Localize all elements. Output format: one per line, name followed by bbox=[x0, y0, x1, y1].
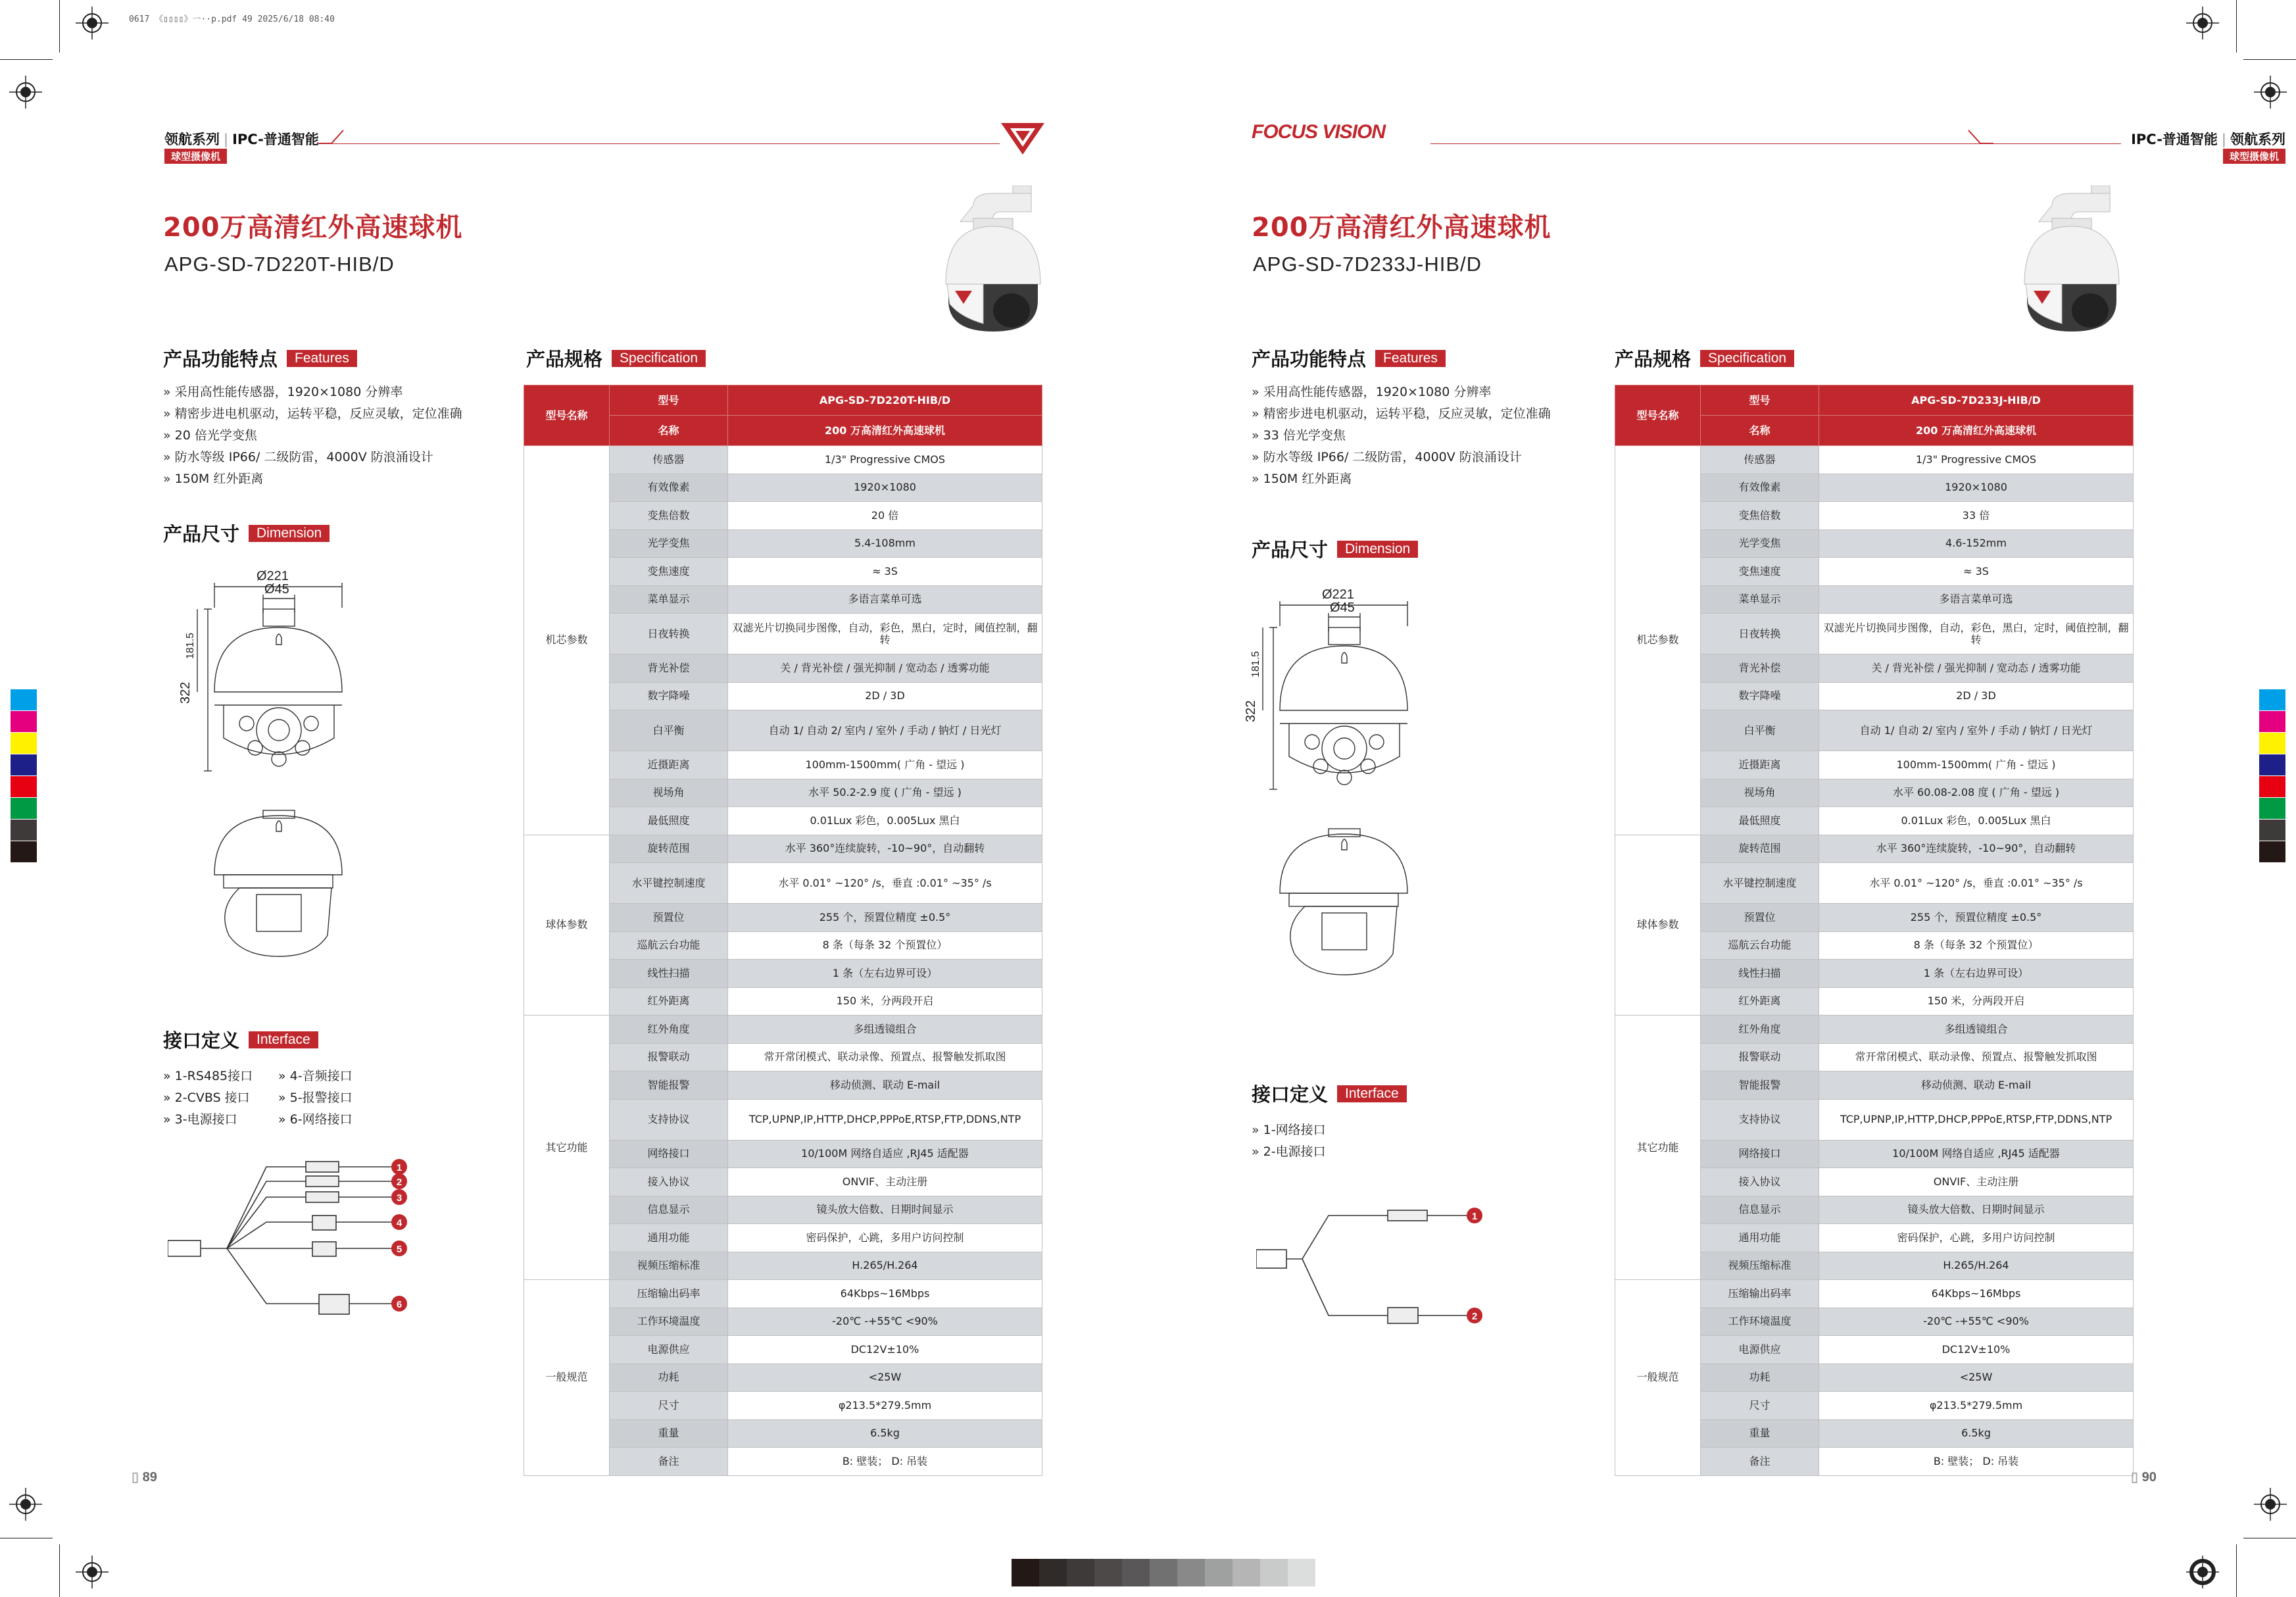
dimension-drawing bbox=[1243, 585, 1421, 1013]
feature-item: » 防水等级 IP66/ 二级防雷，4000V 防浪涌设计 bbox=[1252, 447, 1551, 468]
spec-label: 旋转范围 bbox=[1701, 835, 1819, 863]
product-model: APG-SD-7D233J-HIB/D bbox=[1253, 253, 1482, 276]
spec-label: 菜单显示 bbox=[1701, 585, 1819, 614]
spec-value: 常开常闭模式、联动录像、预置点、报警触发抓取图 bbox=[728, 1043, 1042, 1071]
spec-header-value: APG-SD-7D233J-HIB/D bbox=[1819, 385, 2134, 416]
spec-label: 旋转范围 bbox=[610, 835, 728, 863]
spec-value: -20℃ -+55℃ <90% bbox=[728, 1308, 1042, 1336]
spec-value: 64Kbps~16Mbps bbox=[1819, 1280, 2134, 1308]
spec-value: 1920×1080 bbox=[728, 474, 1042, 502]
spec-label: 水平键控制速度 bbox=[1701, 863, 1819, 904]
series-tag: 球型摄像机 bbox=[2223, 149, 2285, 164]
spec-group-name: 一般规范 bbox=[1615, 1280, 1701, 1476]
interface-heading bbox=[163, 1026, 318, 1053]
spec-value: H.265/H.264 bbox=[728, 1252, 1042, 1280]
spec-label: 有效像素 bbox=[1701, 474, 1819, 502]
spec-value: DC12V±10% bbox=[1819, 1336, 2134, 1364]
spec-header-group: 型号名称 bbox=[1615, 385, 1701, 446]
spec-header-value: APG-SD-7D220T-HIB/D bbox=[728, 385, 1042, 416]
dim-diameter: Ø221 bbox=[1322, 587, 1354, 602]
cable-diagram bbox=[1256, 1197, 1519, 1335]
spec-label: 白平衡 bbox=[1701, 710, 1819, 751]
series-header: 领航系列 | IPC-普通智能 球型摄像机 bbox=[164, 132, 319, 162]
spec-label: 红外距离 bbox=[610, 987, 728, 1016]
spec-label: 视频压缩标准 bbox=[610, 1252, 728, 1280]
interface-list bbox=[1252, 1119, 1326, 1163]
spec-title: 产品规格 bbox=[526, 348, 603, 370]
spec-value: 20 倍 bbox=[728, 502, 1042, 530]
feature-item: » 采用高性能传感器，1920×1080 分辨率 bbox=[1252, 381, 1551, 403]
product-model: APG-SD-7D220T-HIB/D bbox=[164, 253, 395, 276]
spec-value: 6.5kg bbox=[728, 1419, 1042, 1448]
spec-label: 信息显示 bbox=[1701, 1196, 1819, 1224]
spec-label: 报警联动 bbox=[1701, 1043, 1819, 1071]
spec-value: 水平 60.08-2.08 度 ( 广角 - 望远 ) bbox=[1819, 779, 2134, 807]
header-rule bbox=[329, 143, 1000, 144]
dim-height-top: 181.5 bbox=[185, 632, 196, 659]
spec-label: 传感器 bbox=[610, 446, 728, 474]
spec-label: 日夜转换 bbox=[1701, 614, 1819, 654]
dim-diameter: Ø221 bbox=[256, 569, 289, 583]
dimension-tag: Dimension bbox=[249, 525, 330, 542]
interface-tag: Interface bbox=[1337, 1085, 1407, 1102]
spec-value: H.265/H.264 bbox=[1819, 1252, 2134, 1280]
series-name: 领航系列 bbox=[164, 132, 220, 147]
spec-label: 视场角 bbox=[1701, 779, 1819, 807]
spec-label: 近摄距离 bbox=[1701, 751, 1819, 779]
series-tag: 球型摄像机 bbox=[164, 149, 227, 164]
spec-value: 4.6-152mm bbox=[1819, 529, 2134, 558]
spec-value: 镜头放大倍数、日期时间显示 bbox=[728, 1196, 1042, 1224]
spec-group-name: 球体参数 bbox=[524, 835, 610, 1016]
spec-row bbox=[524, 1016, 1042, 1044]
camera-photo bbox=[934, 185, 1059, 337]
spec-label: 压缩输出码率 bbox=[610, 1280, 728, 1308]
spec-label: 电源供应 bbox=[610, 1336, 728, 1364]
dimension-title: 产品尺寸 bbox=[1252, 539, 1329, 561]
spec-label: 支持协议 bbox=[1701, 1099, 1819, 1140]
spec-value: B: 壁装； D: 吊装 bbox=[1819, 1448, 2134, 1476]
spec-value: 水平 50.2-2.9 度 ( 广角 - 望远 ) bbox=[728, 779, 1042, 807]
brand-wordmark: FOCUS VISION bbox=[1252, 121, 1386, 143]
spec-label: 尺寸 bbox=[610, 1392, 728, 1420]
spec-value: 64Kbps~16Mbps bbox=[728, 1280, 1042, 1308]
spec-label: 重量 bbox=[610, 1419, 728, 1448]
connector-number: 6 bbox=[396, 1299, 403, 1310]
spec-value: 自动 1/ 自动 2/ 室内 / 室外 / 手动 / 钠灯 / 日光灯 bbox=[1819, 710, 2134, 751]
spec-label: 变焦倍数 bbox=[610, 502, 728, 530]
spec-header-group: 型号名称 bbox=[524, 385, 610, 446]
spec-label: 近摄距离 bbox=[610, 751, 728, 779]
spec-row bbox=[1615, 1280, 2134, 1308]
spec-header-row bbox=[1615, 385, 2134, 416]
spec-label: 线性扫描 bbox=[610, 960, 728, 988]
spec-value: 多组透镜组合 bbox=[1819, 1016, 2134, 1044]
spec-value: 移动侦测、联动 E-mail bbox=[1819, 1071, 2134, 1100]
dimension-heading bbox=[1252, 535, 1418, 562]
dim-height: 322 bbox=[178, 681, 193, 704]
feature-item: » 防水等级 IP66/ 二级防雷，4000V 防浪涌设计 bbox=[163, 447, 462, 468]
spec-value: 1 条（左右边界可设） bbox=[1819, 960, 2134, 988]
spec-label: 光学变焦 bbox=[1701, 529, 1819, 558]
feature-item: » 150M 红外距离 bbox=[163, 468, 462, 490]
spec-value: <25W bbox=[728, 1364, 1042, 1392]
spec-label: 接入协议 bbox=[1701, 1168, 1819, 1196]
page-number: ▯ 89 bbox=[132, 1470, 157, 1485]
spec-label: 电源供应 bbox=[1701, 1336, 1819, 1364]
spec-value: 密码保护，心跳，多用户访问控制 bbox=[728, 1224, 1042, 1252]
spec-label: 工作环境温度 bbox=[1701, 1308, 1819, 1336]
spec-label: 红外角度 bbox=[610, 1016, 728, 1044]
spec-label: 数字降噪 bbox=[1701, 682, 1819, 710]
spec-label: 备注 bbox=[610, 1448, 728, 1476]
spec-group-name: 其它功能 bbox=[1615, 1016, 1701, 1280]
spec-header-label: 型号 bbox=[610, 385, 728, 416]
spec-value: 8 条（每条 32 个预置位） bbox=[728, 931, 1042, 960]
interface-item: » 4-音频接口 bbox=[278, 1066, 393, 1087]
spec-label: 通用功能 bbox=[1701, 1224, 1819, 1252]
spec-value: -20℃ -+55℃ <90% bbox=[1819, 1308, 2134, 1336]
features-tag: Features bbox=[1375, 350, 1446, 367]
feature-list bbox=[163, 381, 462, 490]
spec-group-name: 其它功能 bbox=[524, 1016, 610, 1280]
spec-value: 8 条（每条 32 个预置位） bbox=[1819, 931, 2134, 960]
spec-label: 最低照度 bbox=[610, 807, 728, 835]
spec-label: 功耗 bbox=[1701, 1364, 1819, 1392]
series-sub: IPC-普通智能 bbox=[232, 132, 319, 147]
spec-header-row bbox=[524, 385, 1042, 416]
series-name: 领航系列 bbox=[2230, 132, 2285, 147]
connector-number: 1 bbox=[396, 1162, 403, 1173]
features-heading bbox=[163, 345, 357, 372]
cable-diagram bbox=[168, 1151, 418, 1329]
spec-value: ≈ 3S bbox=[728, 558, 1042, 586]
spec-value: 多组透镜组合 bbox=[728, 1016, 1042, 1044]
interface-title: 接口定义 bbox=[1252, 1083, 1329, 1106]
spec-value: ONVIF、主动注册 bbox=[728, 1168, 1042, 1196]
feature-item: » 150M 红外距离 bbox=[1252, 468, 1551, 490]
feature-item: » 精密步进电机驱动，运转平稳，反应灵敏，定位准确 bbox=[163, 403, 462, 425]
features-title: 产品功能特点 bbox=[163, 348, 278, 370]
spec-label: 支持协议 bbox=[610, 1099, 728, 1140]
connector-number: 2 bbox=[396, 1177, 403, 1188]
spec-value: φ213.5*279.5mm bbox=[1819, 1392, 2134, 1420]
spec-value: φ213.5*279.5mm bbox=[728, 1392, 1042, 1420]
spec-label: 报警联动 bbox=[610, 1043, 728, 1071]
feature-item: » 33 倍光学变焦 bbox=[1252, 425, 1551, 447]
connector-number: 4 bbox=[396, 1217, 403, 1229]
feature-item: » 采用高性能传感器，1920×1080 分辨率 bbox=[163, 381, 462, 403]
dimension-heading bbox=[163, 520, 330, 547]
spec-label: 红外角度 bbox=[1701, 1016, 1819, 1044]
interface-item: » 3-电源接口 bbox=[163, 1109, 278, 1131]
spec-value: 100mm-1500mm( 广角 - 望远 ) bbox=[1819, 751, 2134, 779]
spec-value: 10/100M 网络自适应 ,RJ45 适配器 bbox=[1819, 1140, 2134, 1168]
spec-value: TCP,UPNP,IP,HTTP,DHCP,PPPoE,RTSP,FTP,DDNS,NTP bbox=[728, 1099, 1042, 1140]
interface-tag: Interface bbox=[249, 1031, 318, 1048]
spec-value: 水平 0.01° ~120° /s，垂直 :0.01° ~35° /s bbox=[1819, 863, 2134, 904]
spec-label: 尺寸 bbox=[1701, 1392, 1819, 1420]
spec-label: 通用功能 bbox=[610, 1224, 728, 1252]
spec-label: 数字降噪 bbox=[610, 682, 728, 710]
page-number: ▯ 90 bbox=[2131, 1470, 2157, 1485]
spec-label: 红外距离 bbox=[1701, 987, 1819, 1016]
spec-value: 5.4-108mm bbox=[728, 529, 1042, 558]
camera-photo bbox=[2013, 185, 2137, 337]
spec-header-label: 名称 bbox=[610, 416, 728, 446]
spec-value: ≈ 3S bbox=[1819, 558, 2134, 586]
connector-number: 1 bbox=[1471, 1211, 1478, 1222]
spec-label: 变焦速度 bbox=[1701, 558, 1819, 586]
spec-label: 智能报警 bbox=[1701, 1071, 1819, 1100]
spec-value: 6.5kg bbox=[1819, 1419, 2134, 1448]
spec-label: 背光补偿 bbox=[610, 654, 728, 683]
spec-label: 工作环境温度 bbox=[610, 1308, 728, 1336]
spec-value: 1/3" Progressive CMOS bbox=[1819, 446, 2134, 474]
spec-value: 150 米，分两段开启 bbox=[1819, 987, 2134, 1016]
print-slug: 0617 《▯▯▯▯》一··p.pdf 49 2025/6/18 08:40 bbox=[129, 14, 335, 24]
spec-label: 光学变焦 bbox=[610, 529, 728, 558]
spec-row bbox=[1615, 446, 2134, 474]
interface-list bbox=[163, 1066, 393, 1131]
feature-item: » 精密步进电机驱动，运转平稳，反应灵敏，定位准确 bbox=[1252, 403, 1551, 425]
spec-label: 水平键控制速度 bbox=[610, 863, 728, 904]
spec-value: 1 条（左右边界可设） bbox=[728, 960, 1042, 988]
dimension-drawing bbox=[178, 567, 355, 995]
spec-group-name: 机芯参数 bbox=[524, 446, 610, 835]
dim-diameter-top: Ø45 bbox=[1330, 601, 1355, 615]
page-right bbox=[1148, 0, 2296, 1597]
spec-table bbox=[1615, 385, 2134, 1476]
spec-value: 移动侦测、联动 E-mail bbox=[728, 1071, 1042, 1100]
spec-value: 33 倍 bbox=[1819, 502, 2134, 530]
spec-group-name: 机芯参数 bbox=[1615, 446, 1701, 835]
spec-label: 白平衡 bbox=[610, 710, 728, 751]
spec-label: 有效像素 bbox=[610, 474, 728, 502]
spec-header-value: 200 万高清红外高速球机 bbox=[1819, 416, 2134, 446]
interface-item: » 1-RS485接口 bbox=[163, 1066, 278, 1087]
spec-value: 关 / 背光补偿 / 强光抑制 / 宽动态 / 透雾功能 bbox=[1819, 654, 2134, 683]
spec-label: 重量 bbox=[1701, 1419, 1819, 1448]
dimension-title: 产品尺寸 bbox=[163, 523, 240, 545]
spec-value: DC12V±10% bbox=[728, 1336, 1042, 1364]
spec-tag: Specification bbox=[1700, 350, 1794, 367]
spec-label: 背光补偿 bbox=[1701, 654, 1819, 683]
interface-item: » 6-网络接口 bbox=[278, 1109, 393, 1131]
spec-label: 压缩输出码率 bbox=[1701, 1280, 1819, 1308]
spec-label: 视场角 bbox=[610, 779, 728, 807]
spec-row bbox=[1615, 835, 2134, 863]
spec-label: 备注 bbox=[1701, 1448, 1819, 1476]
spec-value: 多语言菜单可选 bbox=[1819, 585, 2134, 614]
features-tag: Features bbox=[287, 350, 357, 367]
spec-value: 水平 0.01° ~120° /s，垂直 :0.01° ~35° /s bbox=[728, 863, 1042, 904]
spec-value: 255 个，预置位精度 ±0.5° bbox=[1819, 904, 2134, 932]
dim-diameter-top: Ø45 bbox=[264, 582, 289, 597]
spec-value: 150 米，分两段开启 bbox=[728, 987, 1042, 1016]
spec-value: 1/3" Progressive CMOS bbox=[728, 446, 1042, 474]
spec-value: 10/100M 网络自适应 ,RJ45 适配器 bbox=[728, 1140, 1042, 1168]
spec-label: 网络接口 bbox=[1701, 1140, 1819, 1168]
product-title: 200万高清红外高速球机 bbox=[163, 212, 463, 243]
spec-value: TCP,UPNP,IP,HTTP,DHCP,PPPoE,RTSP,FTP,DDNS,NTP bbox=[1819, 1099, 2134, 1140]
product-title: 200万高清红外高速球机 bbox=[1252, 212, 1551, 243]
spec-group-name: 一般规范 bbox=[524, 1280, 610, 1476]
spec-label: 视频压缩标准 bbox=[1701, 1252, 1819, 1280]
spec-row bbox=[524, 835, 1042, 863]
spec-value: B: 壁装； D: 吊装 bbox=[728, 1448, 1042, 1476]
spec-value: 2D / 3D bbox=[728, 682, 1042, 710]
connector-number: 5 bbox=[396, 1244, 403, 1255]
interface-item: » 5-报警接口 bbox=[278, 1087, 393, 1109]
spec-header-label: 名称 bbox=[1701, 416, 1819, 446]
spec-row bbox=[524, 1280, 1042, 1308]
interface-heading bbox=[1252, 1080, 1407, 1107]
series-header: IPC-普通智能 | 领航系列 球型摄像机 bbox=[2131, 132, 2285, 162]
spec-heading bbox=[1615, 345, 1794, 372]
spec-value: 2D / 3D bbox=[1819, 682, 2134, 710]
dim-height: 322 bbox=[1244, 700, 1258, 722]
spec-label: 功耗 bbox=[610, 1364, 728, 1392]
spec-row bbox=[1615, 1016, 2134, 1044]
spec-value: 常开常闭模式、联动录像、预置点、报警触发抓取图 bbox=[1819, 1043, 2134, 1071]
spec-value: 关 / 背光补偿 / 强光抑制 / 宽动态 / 透雾功能 bbox=[728, 654, 1042, 683]
interface-item: » 1-网络接口 bbox=[1252, 1119, 1326, 1141]
spec-label: 最低照度 bbox=[1701, 807, 1819, 835]
spec-group-name: 球体参数 bbox=[1615, 835, 1701, 1016]
dimension-tag: Dimension bbox=[1337, 541, 1418, 558]
spec-label: 线性扫描 bbox=[1701, 960, 1819, 988]
spec-value: 水平 360°连续旋转，-10~90°，自动翻转 bbox=[1819, 835, 2134, 863]
connector-number: 3 bbox=[396, 1192, 403, 1204]
spec-tag: Specification bbox=[612, 350, 706, 367]
spec-value: 双滤光片切换同步图像，自动，彩色，黑白，定时，阈值控制，翻转 bbox=[728, 614, 1042, 654]
spec-value: 100mm-1500mm( 广角 - 望远 ) bbox=[728, 751, 1042, 779]
spec-value: ONVIF、主动注册 bbox=[1819, 1168, 2134, 1196]
spec-label: 智能报警 bbox=[610, 1071, 728, 1100]
spec-label: 菜单显示 bbox=[610, 585, 728, 614]
spec-label: 接入协议 bbox=[610, 1168, 728, 1196]
spec-label: 网络接口 bbox=[610, 1140, 728, 1168]
features-heading bbox=[1252, 345, 1446, 372]
spec-value: 密码保护，心跳，多用户访问控制 bbox=[1819, 1224, 2134, 1252]
interface-item: » 2-CVBS 接口 bbox=[163, 1087, 278, 1109]
feature-list bbox=[1252, 381, 1551, 490]
spec-label: 变焦倍数 bbox=[1701, 502, 1819, 530]
spec-label: 信息显示 bbox=[610, 1196, 728, 1224]
spec-label: 巡航云台功能 bbox=[610, 931, 728, 960]
spec-label: 预置位 bbox=[1701, 904, 1819, 932]
spec-value: 多语言菜单可选 bbox=[728, 585, 1042, 614]
header-swoosh-icon bbox=[318, 129, 345, 145]
spec-table bbox=[524, 385, 1042, 1476]
spec-value: 255 个，预置位精度 ±0.5° bbox=[728, 904, 1042, 932]
feature-item: » 20 倍光学变焦 bbox=[163, 425, 462, 447]
interface-item: » 2-电源接口 bbox=[1252, 1141, 1326, 1163]
brand-logo-icon bbox=[1000, 120, 1046, 157]
spec-label: 日夜转换 bbox=[610, 614, 728, 654]
features-title: 产品功能特点 bbox=[1252, 348, 1367, 370]
spec-value: 镜头放大倍数、日期时间显示 bbox=[1819, 1196, 2134, 1224]
spec-value: 0.01Lux 彩色，0.005Lux 黑白 bbox=[1819, 807, 2134, 835]
connector-number: 2 bbox=[1471, 1311, 1478, 1322]
interface-title: 接口定义 bbox=[163, 1029, 240, 1052]
spec-title: 产品规格 bbox=[1615, 348, 1692, 370]
spec-value: <25W bbox=[1819, 1364, 2134, 1392]
spec-value: 0.01Lux 彩色，0.005Lux 黑白 bbox=[728, 807, 1042, 835]
spec-label: 传感器 bbox=[1701, 446, 1819, 474]
spec-value: 水平 360°连续旋转，-10~90°，自动翻转 bbox=[728, 835, 1042, 863]
dim-height-top: 181.5 bbox=[1250, 651, 1261, 677]
spec-label: 巡航云台功能 bbox=[1701, 931, 1819, 960]
spec-heading bbox=[526, 345, 706, 372]
spec-value: 自动 1/ 自动 2/ 室内 / 室外 / 手动 / 钠灯 / 日光灯 bbox=[728, 710, 1042, 751]
spec-label: 变焦速度 bbox=[610, 558, 728, 586]
spec-label: 预置位 bbox=[610, 904, 728, 932]
series-sub: IPC-普通智能 bbox=[2131, 132, 2218, 147]
spec-value: 双滤光片切换同步图像，自动，彩色，黑白，定时，阈值控制，翻转 bbox=[1819, 614, 2134, 654]
spec-row bbox=[524, 446, 1042, 474]
spec-header-value: 200 万高清红外高速球机 bbox=[728, 416, 1042, 446]
spec-value: 1920×1080 bbox=[1819, 474, 2134, 502]
spec-header-label: 型号 bbox=[1701, 385, 1819, 416]
